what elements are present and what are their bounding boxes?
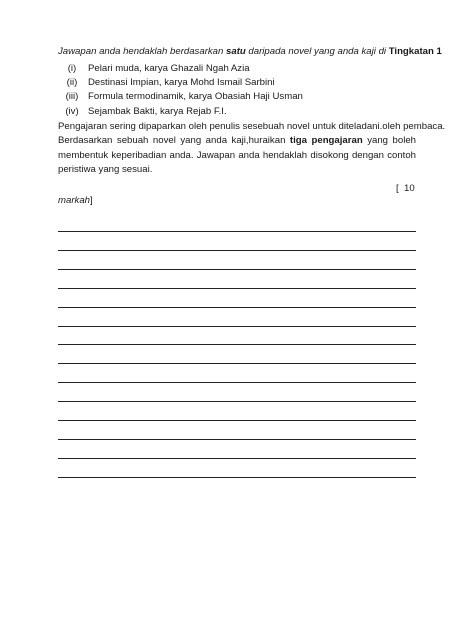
answer-line — [58, 420, 416, 421]
marks-close-bracket: ] — [90, 195, 93, 206]
novel-number: (ii) — [66, 77, 78, 89]
question-line: Pengajaran sering dipaparkan oleh penulis sesebuah novel untuk diteladani.oleh pembaca. — [58, 121, 446, 132]
answer-line — [58, 288, 416, 289]
instruction-text — [58, 46, 442, 58]
novel-number: (i) — [67, 63, 77, 74]
novel-item — [58, 105, 303, 119]
answer-line — [58, 326, 416, 327]
question-paragraph — [58, 120, 446, 178]
answer-line — [58, 363, 416, 364]
instruction-level: Tingkatan 1 — [388, 46, 442, 57]
novel-list — [58, 62, 303, 119]
question-line2-part-b: yang boleh — [362, 135, 417, 147]
answer-line — [58, 250, 416, 251]
novel-title: Pelari muda, karya Ghazali Ngah Azia — [88, 63, 250, 74]
answer-line — [58, 401, 416, 402]
novel-title: Formula termodinamik, karya Obasiah Haji Usman — [88, 91, 303, 103]
answer-line — [58, 477, 416, 478]
instruction-part1: Jawapan anda hendaklah berdasarkan — [58, 46, 227, 57]
answer-line — [58, 458, 416, 459]
answer-line — [58, 307, 416, 308]
question-line: membentuk keperibadian anda. Jawapan anda hendaklah disokong dengan contoh — [58, 149, 416, 161]
question-line: peristiwa yang sesuai. — [58, 164, 153, 176]
novel-item — [58, 62, 303, 76]
marks-label — [58, 195, 93, 206]
answer-line — [58, 344, 416, 345]
question-line — [58, 134, 416, 148]
novel-item — [58, 76, 303, 90]
instruction-part2: daripada novel yang anda kaji di — [245, 46, 389, 57]
novel-item — [58, 90, 303, 104]
answer-line — [58, 439, 416, 440]
answer-line — [58, 269, 416, 270]
novel-title: Sejambak Bakti, karya Rejab F.I. — [88, 105, 227, 117]
marks-bracket: [ 10 — [396, 183, 415, 194]
instruction-bold-word: satu — [226, 46, 246, 57]
novel-title: Destinasi Impian, karya Mohd Ismail Sarbini — [88, 77, 275, 89]
answer-line — [58, 231, 416, 232]
question-keyword: tiga pengajaran — [289, 135, 363, 147]
question-line2-part-a: Berdasarkan sebuah novel yang anda kaji,huraikan — [58, 135, 290, 147]
marks-word: markah — [58, 195, 90, 206]
novel-number: (iii) — [65, 91, 79, 103]
novel-number: (iv) — [65, 105, 79, 117]
answer-line — [58, 382, 416, 383]
